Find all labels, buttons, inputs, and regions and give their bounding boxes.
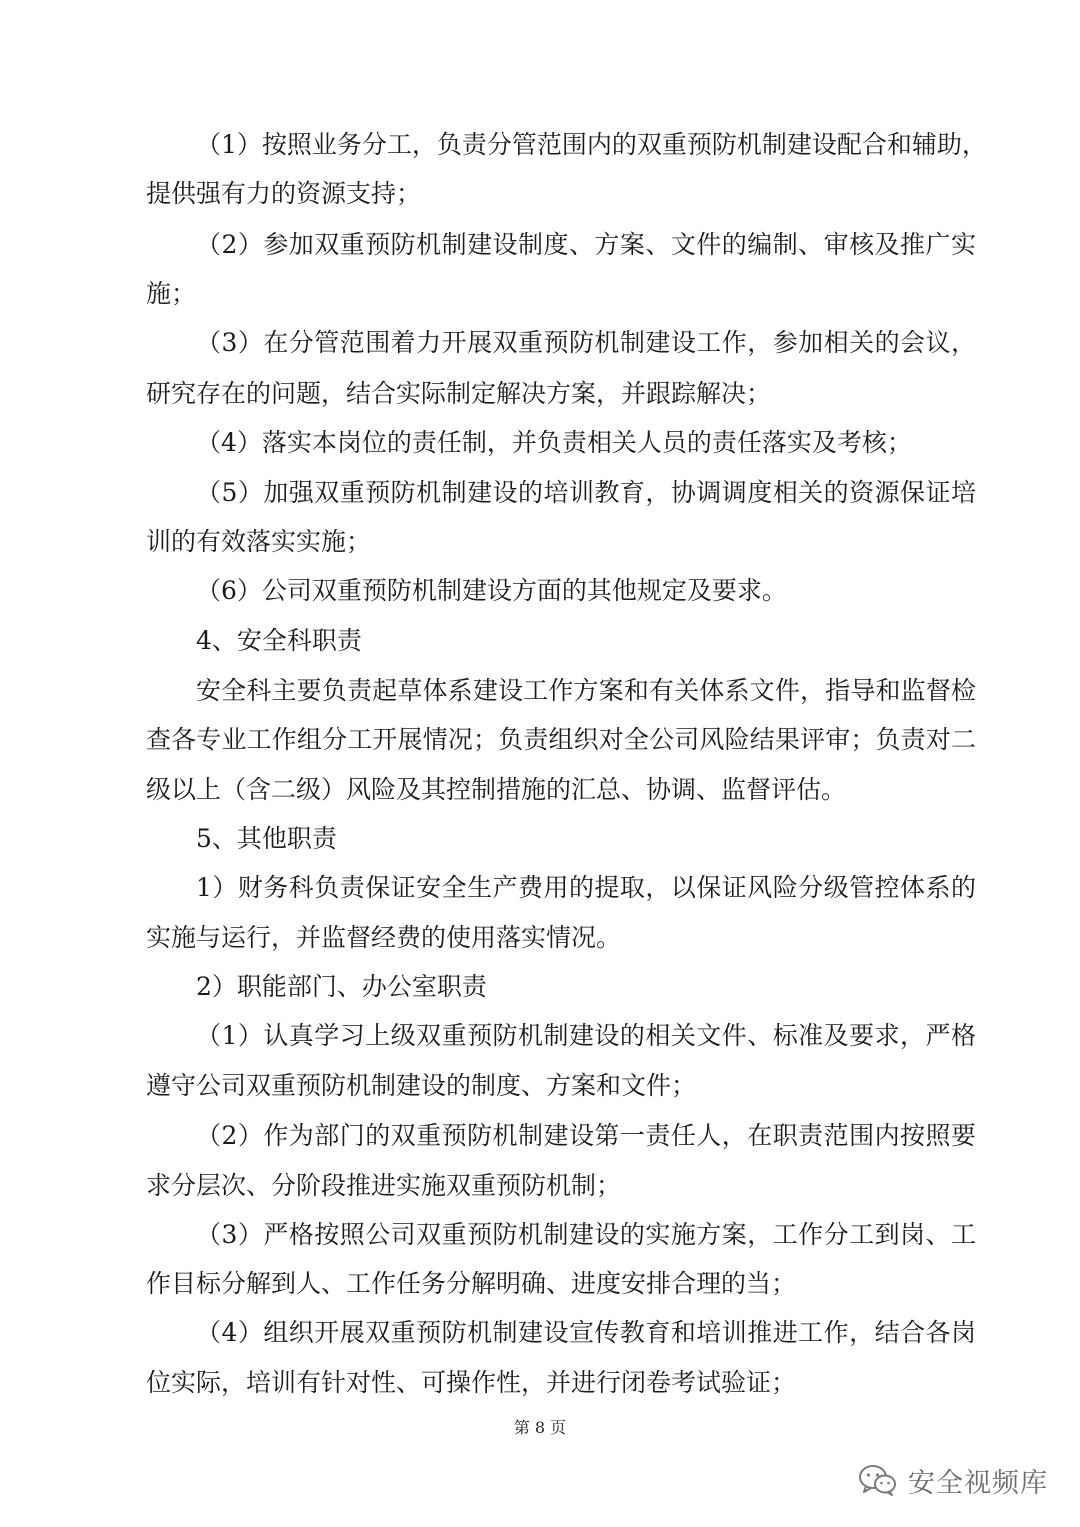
paragraph-line: 安全科主要负责起草体系建设工作方案和有关体系文件，指导和监督检 — [196, 676, 976, 705]
page-number: 第 8 页 — [513, 1418, 567, 1437]
paragraph-line: （1）按照业务分工，负责分管范围内的双重预防机制建设配合和辅助， — [196, 130, 987, 159]
paragraph-line: 级以上（含二级）风险及其控制措施的汇总、协调、监督评估。 — [146, 775, 847, 804]
paragraph-line: （3）严格按照公司双重预防机制建设的实施方案，工作分工到岗、工 — [196, 1220, 976, 1249]
paragraph-line: 实施与运行，并监督经费的使用落实情况。 — [146, 923, 622, 952]
paragraph-line: （2）作为部门的双重预防机制建设第一责任人，在职责范围内按照要 — [196, 1121, 976, 1150]
paragraph-line: 施； — [146, 279, 197, 308]
wechat-icon — [858, 1463, 898, 1497]
paragraph-line: （1）认真学习上级双重预防机制建设的相关文件、标准及要求，严格 — [196, 1021, 976, 1050]
paragraph-line: 1）财务科负责保证安全生产费用的提取，以保证风险分级管控体系的 — [196, 873, 976, 902]
paragraph-line: （4）落实本岗位的责任制，并负责相关人员的责任落实及考核； — [196, 428, 912, 457]
paragraph-line: （3）在分管范围着力开展双重预防机制建设工作，参加相关的会议， — [196, 328, 976, 357]
watermark — [858, 1460, 1048, 1500]
section-heading: 5、其他职责 — [196, 824, 337, 853]
watermark-text: 安全视频库 — [908, 1467, 1048, 1499]
paragraph-line: （4）组织开展双重预防机制建设宣传教育和培训推进工作，结合各岗 — [196, 1318, 976, 1347]
paragraph-line: 位实际，培训有针对性、可操作性，并进行闭卷考试验证； — [146, 1368, 797, 1397]
paragraph-line: 遵守公司双重预防机制建设的制度、方案和文件； — [146, 1071, 697, 1100]
paragraph-line: 提供强有力的资源支持； — [146, 179, 422, 208]
paragraph-line: （5）加强双重预防机制建设的培训教育，协调调度相关的资源保证培 — [196, 478, 976, 507]
section-heading: 4、安全科职责 — [196, 626, 362, 655]
paragraph-line: 求分层次、分阶段推进实施双重预防机制； — [146, 1171, 622, 1200]
paragraph-line: （6）公司双重预防机制建设方面的其他规定及要求。 — [196, 576, 787, 605]
paragraph-line: 作目标分解到人、工作任务分解明确、进度安排合理的当； — [146, 1269, 797, 1298]
paragraph-line: 训的有效落实实施； — [146, 527, 372, 556]
sub-heading: 2）职能部门、办公室职责 — [196, 972, 487, 1001]
paragraph-line: 查各专业工作组分工开展情况；负责组织对全公司风险结果评审；负责对二 — [146, 725, 976, 754]
paragraph-line: 研究存在的问题，结合实际制定解决方案，并跟踪解决； — [146, 379, 772, 408]
paragraph-line: （2）参加双重预防机制建设制度、方案、文件的编制、审核及推广实 — [196, 230, 976, 259]
